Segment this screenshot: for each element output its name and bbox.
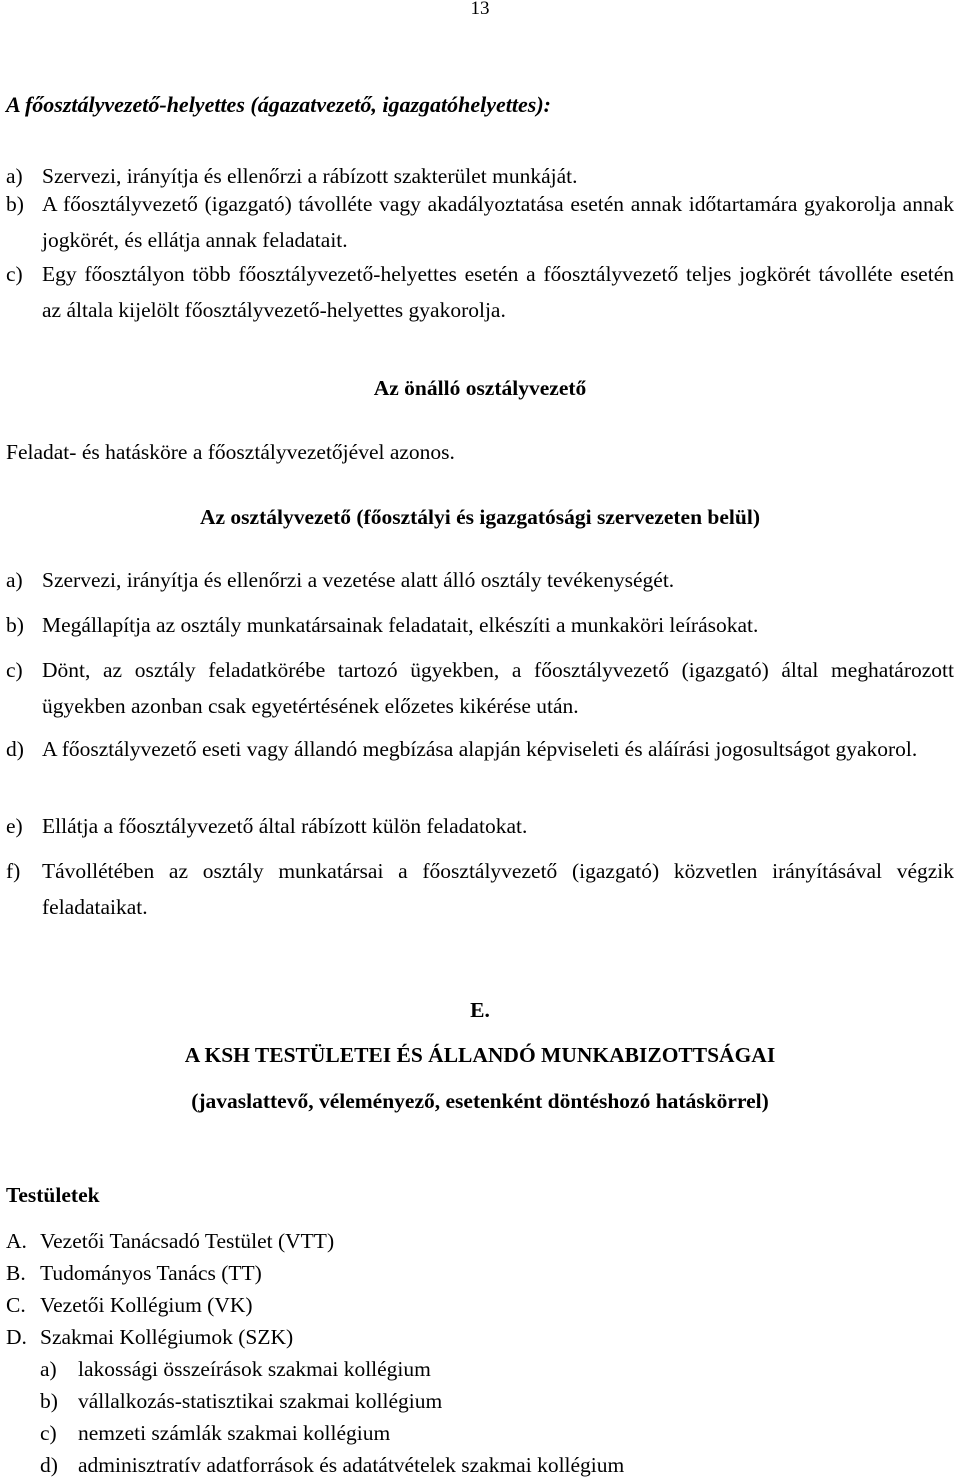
section-text: Feladat- és hatásköre a főosztályvezetőjével azonos. [6, 440, 455, 464]
item-text: Egy főosztályon több főosztályvezető-helyettes esetén a főosztályvezető teljes jogkörét távolléte esetén az általa kijelölt főosztályvezető-helyettes gyakorolja. [42, 262, 954, 322]
item-text: Szervezi, irányítja és ellenőrzi a rábízott szakterület munkáját. [42, 164, 578, 188]
list-item [6, 808, 954, 844]
list-item [6, 652, 954, 724]
list-item [6, 562, 954, 598]
item-label: b) [6, 613, 24, 637]
section-title: Az osztályvezető (főosztályi és igazgatósági szervezeten belül) [199, 505, 760, 529]
item-text: lakossági összeírások szakmai kollégium [78, 1357, 431, 1381]
section-letter: E. [470, 998, 490, 1022]
item-text: Szakmai Kollégiumok (SZK) [40, 1325, 294, 1349]
item-label: a) [6, 164, 23, 188]
list-item [6, 1226, 334, 1257]
item-text: nemzeti számlák szakmai kollégium [78, 1421, 391, 1445]
item-label: B. [6, 1261, 26, 1285]
list-item [6, 1322, 293, 1353]
item-label: c) [40, 1421, 57, 1445]
item-label: a) [40, 1357, 57, 1381]
sub-list-item [40, 1386, 442, 1417]
list-item [6, 256, 954, 328]
item-label: c) [6, 262, 23, 286]
item-label: e) [6, 814, 23, 838]
item-label: b) [40, 1389, 58, 1413]
item-label: C. [6, 1293, 26, 1317]
item-text: Megállapítja az osztály munkatársainak feladatait, elkészíti a munkaköri leírásokat. [42, 613, 759, 637]
item-text: adminisztratív adatforrások és adatátvételek szakmai kollégium [78, 1453, 625, 1477]
item-text: Dönt, az osztály feladatkörébe tartozó ügyekben, a főosztályvezető (igazgató) által meghatározott ügyekben azonban csak egyetértésének előzetes kikérése után. [42, 658, 954, 718]
item-label: b) [6, 192, 24, 216]
item-text: Távollétében az osztály munkatársai a főosztályvezető (igazgató) közvetlen irányításával végzik feladataikat. [42, 859, 954, 919]
page-number: 13 [470, 0, 490, 19]
item-text: Tudományos Tanács (TT) [40, 1261, 262, 1285]
list-item [6, 607, 954, 643]
item-text: Szervezi, irányítja és ellenőrzi a vezetése alatt álló osztály tevékenységét. [42, 568, 675, 592]
list-item [6, 853, 954, 925]
item-label: f) [6, 859, 21, 883]
item-text: Ellátja a főosztályvezető által rábízott külön feladatokat. [42, 814, 528, 838]
sub-list-item [40, 1418, 390, 1449]
item-text: A főosztályvezető eseti vagy állandó megbízása alapján képviseleti és aláírási jogosultságot gyakorol. [42, 737, 918, 761]
item-label: d) [40, 1453, 58, 1477]
item-text: A főosztályvezető (igazgató) távolléte vagy akadályoztatása esetén annak időtartamára gyakorolja annak jogkörét, és ellátja annak feladatait. [42, 192, 954, 252]
item-label: d) [6, 737, 24, 761]
list-item [6, 1258, 262, 1289]
item-text: Vezetői Tanácsadó Testület (VTT) [40, 1229, 335, 1253]
section-subtitle: (javaslattevő, véleményező, esetenként döntéshozó hatáskörrel) [191, 1089, 769, 1113]
item-label: c) [6, 658, 23, 682]
item-label: D. [6, 1325, 27, 1349]
section-title: Az önálló osztályvezető [373, 376, 587, 400]
item-text: vállalkozás-statisztikai szakmai kollégium [78, 1389, 443, 1413]
section-heading: A főosztályvezető-helyettes (ágazatvezető, igazgatóhelyettes): [6, 92, 551, 117]
item-label: a) [6, 568, 23, 592]
section-title: A KSH TESTÜLETEI ÉS ÁLLANDÓ MUNKABIZOTTSÁGAI [184, 1043, 776, 1067]
item-label: A. [6, 1229, 27, 1253]
sub-list-item [40, 1450, 624, 1481]
list-heading: Testületek [6, 1183, 100, 1207]
item-text: Vezetői Kollégium (VK) [40, 1293, 253, 1317]
sub-list-item [40, 1354, 431, 1385]
list-item [6, 186, 954, 258]
list-item [6, 731, 954, 767]
list-item [6, 1290, 253, 1321]
